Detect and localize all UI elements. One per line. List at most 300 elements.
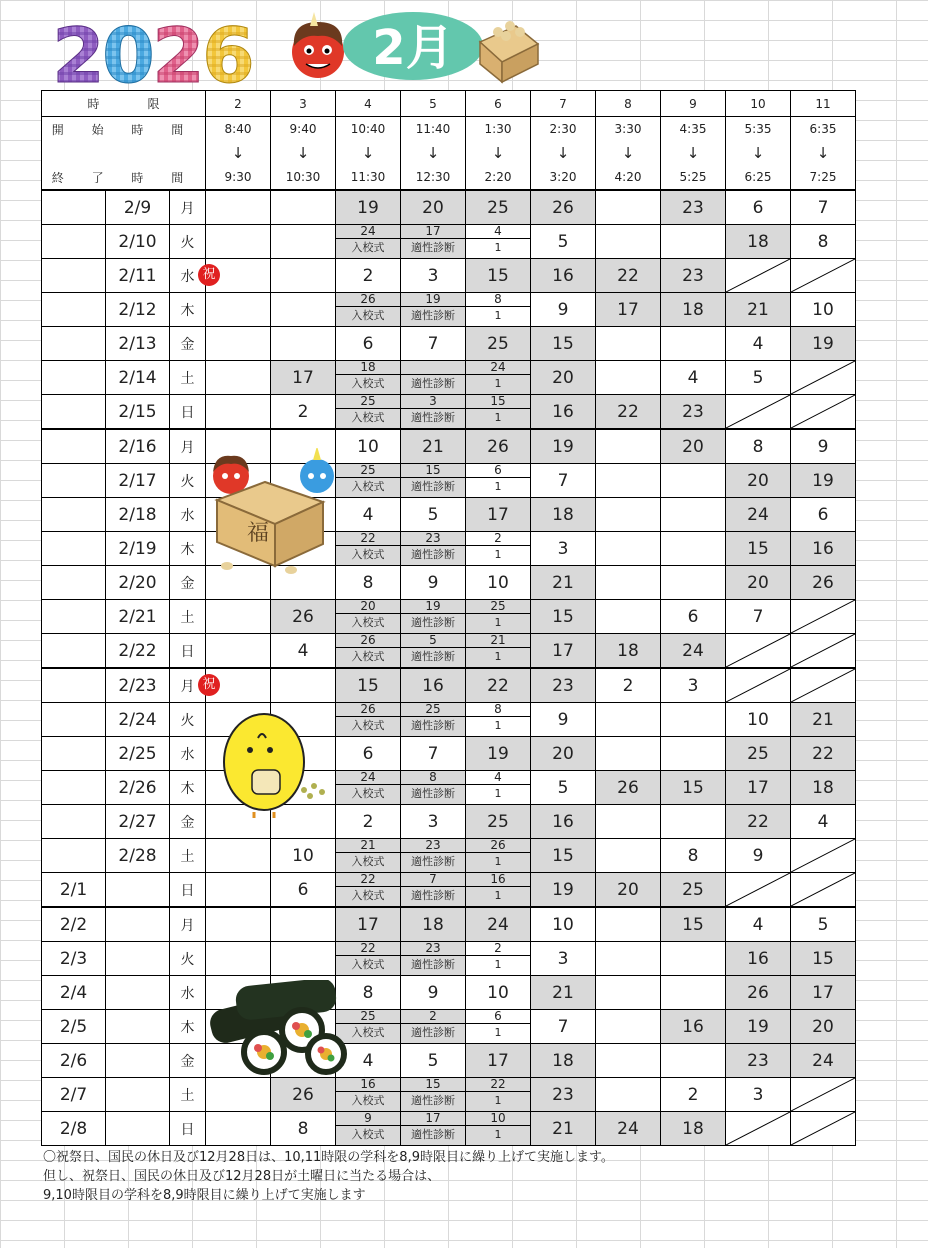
schedule-table bbox=[41, 90, 856, 1146]
aptitude-test-label: 適性診断 bbox=[411, 650, 455, 663]
class-cell bbox=[401, 771, 466, 805]
year-title bbox=[52, 11, 255, 90]
date-cell-left bbox=[42, 532, 106, 566]
class-cell bbox=[596, 361, 661, 395]
class-cell bbox=[206, 1078, 271, 1112]
diagonal-line bbox=[791, 1112, 855, 1145]
class-cell: 19 bbox=[531, 873, 596, 908]
schedule-row bbox=[42, 771, 856, 805]
class-cell bbox=[271, 907, 336, 942]
class-cell: 16 bbox=[791, 532, 856, 566]
date-cell: 2/24 bbox=[106, 703, 170, 737]
class-cell: 7 bbox=[531, 1010, 596, 1044]
class-cell: 15 bbox=[531, 327, 596, 361]
start-time: 10:40 bbox=[336, 117, 401, 142]
class-cell: 17 bbox=[336, 907, 401, 942]
class-cell bbox=[336, 703, 401, 737]
class-cell bbox=[466, 532, 531, 566]
date-cell: 2/17 bbox=[106, 464, 170, 498]
class-cell bbox=[401, 703, 466, 737]
aptitude-test-label: 適性診断 bbox=[411, 377, 455, 390]
schedule-row bbox=[42, 805, 856, 839]
class-cell: 18 bbox=[661, 1112, 726, 1146]
entrance-ceremony-label: 入校式 bbox=[351, 616, 385, 629]
end-time: 9:30 bbox=[206, 165, 271, 190]
schedule-row bbox=[42, 566, 856, 600]
period-number: 9 bbox=[661, 91, 726, 117]
date-cell: 2/12 bbox=[106, 293, 170, 327]
subject-number: 6 bbox=[466, 464, 530, 478]
class-cell: 17 bbox=[466, 498, 531, 532]
no-class-cell bbox=[791, 839, 856, 873]
date-cell-left: 2/4 bbox=[42, 976, 106, 1010]
class-cell bbox=[401, 839, 466, 873]
month-title: 2月 bbox=[372, 20, 454, 76]
weekday-label: 金 bbox=[180, 575, 195, 592]
class-cell: 24 bbox=[596, 1112, 661, 1146]
class-cell: 25 bbox=[466, 190, 531, 225]
end-time: 7:25 bbox=[791, 165, 856, 190]
class-cell bbox=[401, 361, 466, 395]
class-cell bbox=[206, 225, 271, 259]
class-cell: 24 bbox=[466, 907, 531, 942]
weekday-label: 木 bbox=[180, 302, 195, 319]
class-cell: 8 bbox=[336, 566, 401, 600]
weekday-label: 月 bbox=[180, 200, 195, 217]
class-cell bbox=[401, 293, 466, 327]
class-cell bbox=[336, 1112, 401, 1146]
arrow-row bbox=[42, 141, 856, 165]
class-cell: 18 bbox=[791, 771, 856, 805]
subject-number: 25 bbox=[336, 464, 400, 478]
arrow-down-icon: ↓ bbox=[401, 141, 466, 165]
class-cell: 9 bbox=[401, 566, 466, 600]
class-cell bbox=[596, 1010, 661, 1044]
diagonal-line bbox=[791, 839, 855, 872]
diagonal-line bbox=[791, 600, 855, 633]
class-cell: 15 bbox=[336, 668, 401, 703]
class-cell: 17 bbox=[726, 771, 791, 805]
class-cell bbox=[271, 225, 336, 259]
class-cell: 4 bbox=[726, 327, 791, 361]
arrow-down-icon: ↓ bbox=[596, 141, 661, 165]
class-cell bbox=[596, 703, 661, 737]
class-cell: 15 bbox=[661, 907, 726, 942]
date-cell-left bbox=[42, 361, 106, 395]
class-cell: 20 bbox=[726, 566, 791, 600]
class-cell bbox=[401, 395, 466, 430]
class-cell bbox=[596, 464, 661, 498]
entrance-ceremony-label: 入校式 bbox=[351, 889, 385, 902]
class-cell bbox=[466, 703, 531, 737]
class-cell: 2 bbox=[271, 395, 336, 430]
weekday-cell bbox=[170, 805, 206, 839]
class-cell: 4 bbox=[336, 1044, 401, 1078]
class-cell bbox=[466, 361, 531, 395]
weekday-cell bbox=[170, 600, 206, 634]
class-cell: 7 bbox=[401, 737, 466, 771]
weekday-label: 日 bbox=[180, 643, 195, 660]
class-cell: 5 bbox=[791, 907, 856, 942]
class-cell: 15 bbox=[531, 600, 596, 634]
class-cell bbox=[466, 1010, 531, 1044]
no-class-cell bbox=[791, 634, 856, 669]
subject-number: 9 bbox=[336, 1112, 400, 1126]
class-cell bbox=[336, 293, 401, 327]
class-cell: 16 bbox=[531, 259, 596, 293]
date-cell bbox=[106, 907, 170, 942]
schedule-row bbox=[42, 1010, 856, 1044]
date-cell-left bbox=[42, 668, 106, 703]
class-cell: 17 bbox=[466, 1044, 531, 1078]
subject-number: 23 bbox=[401, 532, 465, 546]
no-class-cell bbox=[726, 1112, 791, 1146]
date-cell bbox=[106, 1078, 170, 1112]
class-cell bbox=[466, 600, 531, 634]
date-cell: 2/11 bbox=[106, 259, 170, 293]
date-cell-left bbox=[42, 498, 106, 532]
class-cell: 7 bbox=[531, 464, 596, 498]
date-cell-left bbox=[42, 839, 106, 873]
weekday-cell bbox=[170, 839, 206, 873]
sub-label: 1 bbox=[494, 1094, 502, 1107]
end-time: 2:20 bbox=[466, 165, 531, 190]
class-cell: 19 bbox=[791, 464, 856, 498]
class-cell: 18 bbox=[401, 907, 466, 942]
weekday-cell bbox=[170, 566, 206, 600]
weekday-label: 月 bbox=[180, 439, 195, 456]
class-cell: 25 bbox=[726, 737, 791, 771]
class-cell: 21 bbox=[401, 429, 466, 464]
subject-number: 6 bbox=[466, 1010, 530, 1024]
class-cell: 26 bbox=[726, 976, 791, 1010]
class-cell bbox=[661, 942, 726, 976]
date-cell-left bbox=[42, 429, 106, 464]
class-cell bbox=[206, 634, 271, 669]
end-time: 3:20 bbox=[531, 165, 596, 190]
class-cell: 5 bbox=[401, 1044, 466, 1078]
end-time-label: 終 了 時 間 bbox=[42, 165, 206, 190]
start-time: 11:40 bbox=[401, 117, 466, 142]
class-cell bbox=[661, 976, 726, 1010]
class-cell: 5 bbox=[531, 225, 596, 259]
year-digit-2: 0 bbox=[102, 11, 155, 90]
subject-number: 21 bbox=[336, 839, 400, 853]
class-cell: 16 bbox=[531, 805, 596, 839]
date-cell-left bbox=[42, 566, 106, 600]
end-time: 4:20 bbox=[596, 165, 661, 190]
class-cell: 15 bbox=[466, 259, 531, 293]
weekday-label: 水 bbox=[180, 985, 195, 1002]
date-cell-left: 2/5 bbox=[42, 1010, 106, 1044]
weekday-cell bbox=[170, 976, 206, 1010]
subject-number: 25 bbox=[336, 395, 400, 409]
subject-number: 26 bbox=[466, 839, 530, 853]
schedule-row bbox=[42, 464, 856, 498]
class-cell: 6 bbox=[271, 873, 336, 908]
class-cell: 8 bbox=[791, 225, 856, 259]
class-cell: 20 bbox=[596, 873, 661, 908]
date-cell: 2/21 bbox=[106, 600, 170, 634]
diagonal-line bbox=[791, 873, 855, 906]
subject-number: 22 bbox=[336, 873, 400, 887]
end-time: 5:25 bbox=[661, 165, 726, 190]
weekday-label: 金 bbox=[180, 1053, 195, 1070]
entrance-ceremony-label: 入校式 bbox=[351, 787, 385, 800]
entrance-ceremony-label: 入校式 bbox=[351, 719, 385, 732]
date-cell: 2/22 bbox=[106, 634, 170, 669]
class-cell: 20 bbox=[531, 361, 596, 395]
class-cell: 3 bbox=[531, 532, 596, 566]
class-cell bbox=[336, 600, 401, 634]
aptitude-test-label: 適性診断 bbox=[411, 719, 455, 732]
date-cell: 2/9 bbox=[106, 190, 170, 225]
class-cell bbox=[466, 873, 531, 908]
subject-number: 22 bbox=[336, 532, 400, 546]
footnote-line-3: 9,10時限目の学科を8,9時限目に繰り上げて実施します bbox=[43, 1188, 366, 1203]
weekday-label: 火 bbox=[180, 712, 195, 729]
no-class-cell bbox=[791, 259, 856, 293]
class-cell: 18 bbox=[531, 498, 596, 532]
holiday-badge-icon: 祝 bbox=[198, 674, 220, 696]
weekday-cell bbox=[170, 1010, 206, 1044]
footnote-line-2: 但し、祝祭日、国民の休日及び12月28日が土曜日に当たる場合は、 bbox=[43, 1169, 441, 1184]
subject-number: 25 bbox=[401, 703, 465, 717]
class-cell: 21 bbox=[531, 976, 596, 1010]
start-time: 3:30 bbox=[596, 117, 661, 142]
class-cell bbox=[661, 1044, 726, 1078]
class-cell bbox=[661, 327, 726, 361]
year-digit-1: 2 bbox=[52, 11, 105, 90]
class-cell: 9 bbox=[531, 703, 596, 737]
period-header-row bbox=[42, 91, 856, 117]
class-cell bbox=[401, 1078, 466, 1112]
subject-number: 15 bbox=[401, 1078, 465, 1092]
subject-number: 23 bbox=[401, 839, 465, 853]
class-cell: 17 bbox=[596, 293, 661, 327]
class-cell: 8 bbox=[661, 839, 726, 873]
month-badge bbox=[343, 12, 483, 80]
date-cell: 2/19 bbox=[106, 532, 170, 566]
class-cell: 23 bbox=[661, 395, 726, 430]
class-cell: 4 bbox=[726, 907, 791, 942]
aptitude-test-label: 適性診断 bbox=[411, 1026, 455, 1039]
class-cell bbox=[596, 1044, 661, 1078]
period-label: 時 限 bbox=[42, 91, 206, 117]
date-cell: 2/13 bbox=[106, 327, 170, 361]
class-cell: 20 bbox=[401, 190, 466, 225]
sub-label: 1 bbox=[494, 855, 502, 868]
holiday-badge-icon: 祝 bbox=[198, 264, 220, 286]
subject-number: 4 bbox=[466, 771, 530, 785]
date-cell: 2/26 bbox=[106, 771, 170, 805]
weekday-cell bbox=[170, 737, 206, 771]
no-class-cell bbox=[791, 873, 856, 908]
aptitude-test-label: 適性診断 bbox=[411, 616, 455, 629]
subject-number: 26 bbox=[336, 703, 400, 717]
subject-number: 20 bbox=[336, 600, 400, 614]
arrow-down-icon: ↓ bbox=[531, 141, 596, 165]
aptitude-test-label: 適性診断 bbox=[411, 787, 455, 800]
weekday-label: 木 bbox=[180, 1019, 195, 1036]
class-cell: 6 bbox=[726, 190, 791, 225]
class-cell bbox=[336, 361, 401, 395]
date-cell-left bbox=[42, 703, 106, 737]
class-cell: 6 bbox=[336, 327, 401, 361]
class-cell: 25 bbox=[466, 327, 531, 361]
class-cell: 15 bbox=[791, 942, 856, 976]
class-cell: 10 bbox=[466, 976, 531, 1010]
class-cell bbox=[466, 771, 531, 805]
weekday-cell bbox=[170, 1044, 206, 1078]
class-cell: 26 bbox=[466, 429, 531, 464]
sub-label: 1 bbox=[494, 548, 502, 561]
class-cell: 7 bbox=[726, 600, 791, 634]
class-cell bbox=[661, 498, 726, 532]
subject-number: 26 bbox=[336, 293, 400, 307]
class-cell: 23 bbox=[726, 1044, 791, 1078]
class-cell bbox=[271, 293, 336, 327]
sub-label: 1 bbox=[494, 411, 502, 424]
subject-number: 15 bbox=[466, 395, 530, 409]
class-cell: 6 bbox=[336, 737, 401, 771]
class-cell bbox=[401, 873, 466, 908]
period-number: 11 bbox=[791, 91, 856, 117]
schedule-row bbox=[42, 361, 856, 395]
class-cell: 17 bbox=[531, 634, 596, 669]
diagonal-line bbox=[791, 669, 855, 702]
class-cell bbox=[466, 293, 531, 327]
class-cell bbox=[401, 942, 466, 976]
diagonal-line bbox=[726, 395, 790, 428]
date-cell: 2/16 bbox=[106, 429, 170, 464]
class-cell bbox=[336, 771, 401, 805]
class-cell bbox=[661, 225, 726, 259]
class-cell bbox=[661, 703, 726, 737]
weekday-label: 水 bbox=[180, 507, 195, 524]
class-cell bbox=[206, 839, 271, 873]
class-cell bbox=[271, 190, 336, 225]
class-cell: 3 bbox=[531, 942, 596, 976]
schedule-row bbox=[42, 1112, 856, 1146]
date-cell bbox=[106, 1044, 170, 1078]
class-cell: 20 bbox=[531, 737, 596, 771]
class-cell: 2 bbox=[661, 1078, 726, 1112]
entrance-ceremony-label: 入校式 bbox=[351, 1026, 385, 1039]
class-cell: 3 bbox=[401, 259, 466, 293]
schedule-row bbox=[42, 532, 856, 566]
class-cell bbox=[466, 839, 531, 873]
class-cell bbox=[336, 395, 401, 430]
class-cell: 16 bbox=[531, 395, 596, 430]
sub-label: 1 bbox=[494, 1026, 502, 1039]
subject-number: 2 bbox=[466, 942, 530, 956]
schedule-row bbox=[42, 190, 856, 225]
aptitude-test-label: 適性診断 bbox=[411, 1128, 455, 1141]
aptitude-test-label: 適性診断 bbox=[411, 958, 455, 971]
class-cell: 6 bbox=[661, 600, 726, 634]
schedule-row bbox=[42, 293, 856, 327]
no-class-cell bbox=[726, 395, 791, 430]
class-cell bbox=[596, 327, 661, 361]
date-cell-left bbox=[42, 771, 106, 805]
aptitude-test-label: 適性診断 bbox=[411, 1094, 455, 1107]
class-cell bbox=[661, 464, 726, 498]
class-cell: 16 bbox=[661, 1010, 726, 1044]
class-cell bbox=[596, 225, 661, 259]
date-cell-left bbox=[42, 293, 106, 327]
aptitude-test-label: 適性診断 bbox=[411, 480, 455, 493]
class-cell: 16 bbox=[401, 668, 466, 703]
class-cell bbox=[661, 532, 726, 566]
date-cell-left: 2/6 bbox=[42, 1044, 106, 1078]
entrance-ceremony-label: 入校式 bbox=[351, 650, 385, 663]
class-cell bbox=[466, 1112, 531, 1146]
class-cell bbox=[596, 566, 661, 600]
entrance-ceremony-label: 入校式 bbox=[351, 855, 385, 868]
class-cell: 19 bbox=[726, 1010, 791, 1044]
year-digit-4: 6 bbox=[202, 11, 255, 90]
footnotes bbox=[43, 1148, 614, 1205]
entrance-ceremony-label: 入校式 bbox=[351, 1094, 385, 1107]
red-oni-small-icon bbox=[213, 456, 249, 494]
end-time: 6:25 bbox=[726, 165, 791, 190]
class-cell bbox=[466, 942, 531, 976]
class-cell bbox=[271, 942, 336, 976]
class-cell: 10 bbox=[466, 566, 531, 600]
schedule-row bbox=[42, 703, 856, 737]
date-cell-left: 2/3 bbox=[42, 942, 106, 976]
class-cell bbox=[596, 532, 661, 566]
weekday-cell bbox=[170, 361, 206, 395]
class-cell bbox=[466, 1078, 531, 1112]
class-cell bbox=[596, 737, 661, 771]
class-cell: 21 bbox=[531, 1112, 596, 1146]
entrance-ceremony-label: 入校式 bbox=[351, 377, 385, 390]
weekday-label: 火 bbox=[180, 951, 195, 968]
weekday-cell bbox=[170, 1078, 206, 1112]
subject-number: 24 bbox=[336, 225, 400, 239]
class-cell: 5 bbox=[531, 771, 596, 805]
class-cell: 3 bbox=[401, 805, 466, 839]
class-cell bbox=[206, 259, 271, 293]
weekday-label: 水 bbox=[180, 746, 195, 763]
weekday-cell bbox=[170, 327, 206, 361]
class-cell: 22 bbox=[791, 737, 856, 771]
sub-label: 1 bbox=[494, 650, 502, 663]
start-time: 9:40 bbox=[271, 117, 336, 142]
class-cell: 20 bbox=[661, 429, 726, 464]
subject-number: 25 bbox=[336, 1010, 400, 1024]
subject-number: 15 bbox=[401, 464, 465, 478]
date-cell: 2/27 bbox=[106, 805, 170, 839]
class-cell: 24 bbox=[726, 498, 791, 532]
weekday-label: 月 bbox=[180, 917, 195, 934]
class-cell bbox=[401, 600, 466, 634]
schedule-row bbox=[42, 498, 856, 532]
no-class-cell bbox=[791, 668, 856, 703]
weekday-cell bbox=[170, 634, 206, 669]
diagonal-line bbox=[726, 873, 790, 906]
footnote-line-1: 〇祝祭日、国民の休日及び12月28日は、10,11時限の学科を8,9時限目に繰り上げて実施します。 bbox=[43, 1150, 614, 1165]
date-cell-left: 2/2 bbox=[42, 907, 106, 942]
subject-number bbox=[401, 361, 465, 375]
arrow-down-icon: ↓ bbox=[726, 141, 791, 165]
weekday-label: 土 bbox=[180, 848, 195, 865]
class-cell: 4 bbox=[336, 498, 401, 532]
class-cell: 22 bbox=[466, 668, 531, 703]
weekday-cell bbox=[170, 703, 206, 737]
